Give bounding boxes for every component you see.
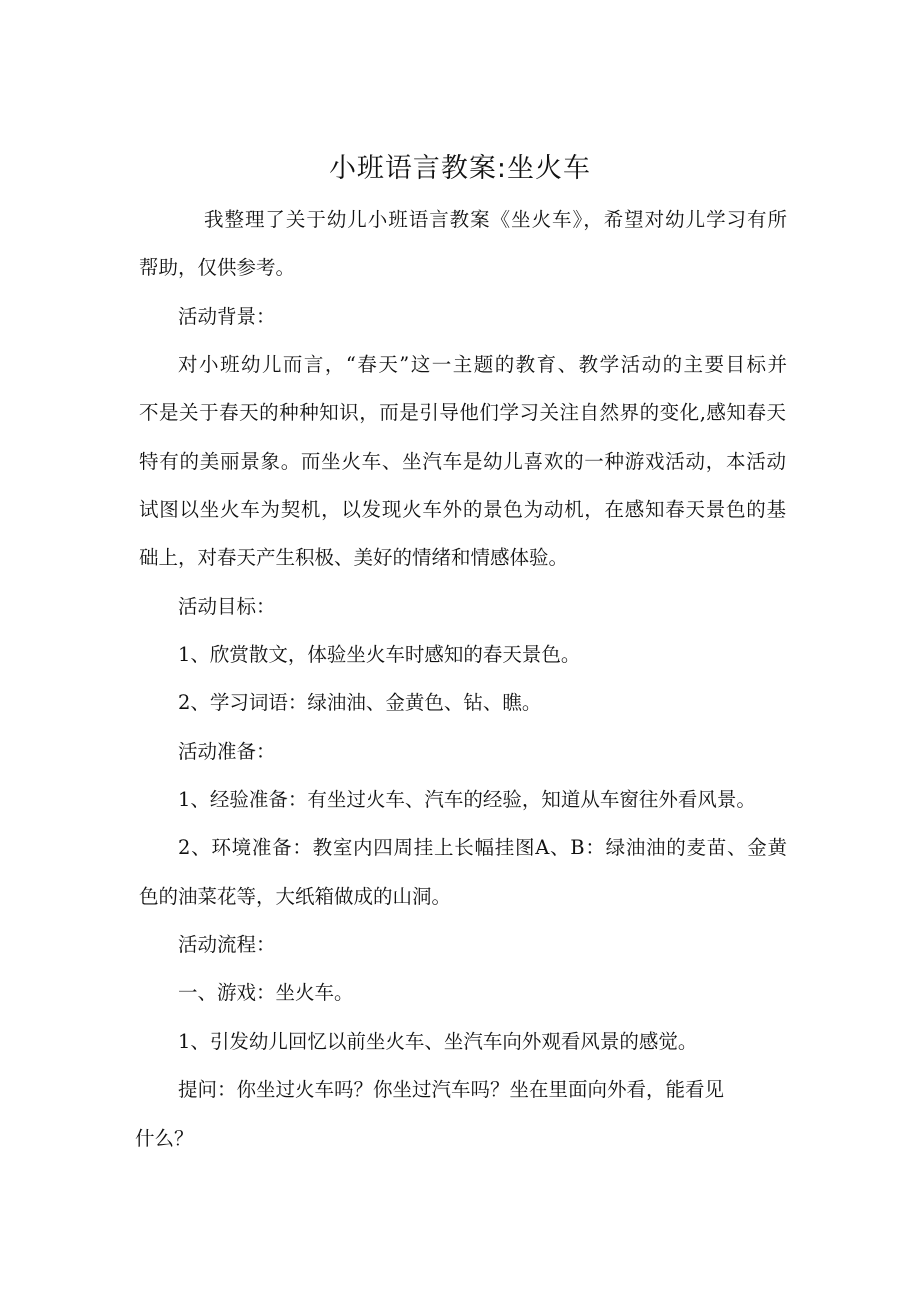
- background-heading: 活动背景：: [178, 305, 276, 328]
- prep-item-2-line-2: 色的油菜花等，大纸箱做成的山洞。: [139, 885, 452, 908]
- intro-line-1: 我整理了关于幼儿小班语言教案《坐火车》，希望对幼儿学习有所: [204, 208, 787, 231]
- background-line-1: 对小班幼儿而言，“春天”这一主题的教育、教学活动的主要目标并: [178, 353, 787, 376]
- background-line-2: 不是关于春天的种种知识，而是引导他们学习关注自然界的变化,感知春天: [139, 401, 786, 424]
- process-section-1: 一、游戏：坐火车。: [178, 981, 354, 1004]
- prep-item-2-line-1: 2、环境准备：教室内四周挂上长幅挂图A、B：绿油油的麦苗、金黄: [178, 836, 787, 859]
- question-line-2: 什么？: [135, 1127, 194, 1150]
- prep-heading: 活动准备：: [178, 740, 276, 763]
- goal-item-1: 1、欣赏散文，体验坐火车时感知的春天景色。: [178, 643, 581, 666]
- question-line-1: 提问：你坐过火车吗？你坐过汽车吗？坐在里面向外看，能看见: [178, 1078, 725, 1101]
- prep-item-1: 1、经验准备：有坐过火车、汽车的经验，知道从车窗往外看风景。: [178, 788, 756, 811]
- background-line-5: 础上，对春天产生积极、美好的情绪和情感体验。: [139, 546, 569, 569]
- document-title: 小班语言教案:坐火车: [328, 153, 592, 184]
- background-line-3: 特有的美丽景象。而坐火车、坐汽车是幼儿喜欢的一种游戏活动，本活动: [139, 450, 786, 473]
- process-heading: 活动流程：: [178, 933, 276, 956]
- intro-line-2: 帮助，仅供参考。: [139, 256, 296, 279]
- goals-heading: 活动目标：: [178, 595, 276, 618]
- background-line-4: 试图以坐火车为契机，以发现火车外的景色为动机，在感知春天景色的基: [139, 498, 786, 521]
- goal-item-2: 2、学习词语：绿油油、金黄色、钻、瞧。: [178, 691, 542, 714]
- process-step-1: 1、引发幼儿回忆以前坐火车、坐汽车向外观看风景的感觉。: [178, 1030, 698, 1053]
